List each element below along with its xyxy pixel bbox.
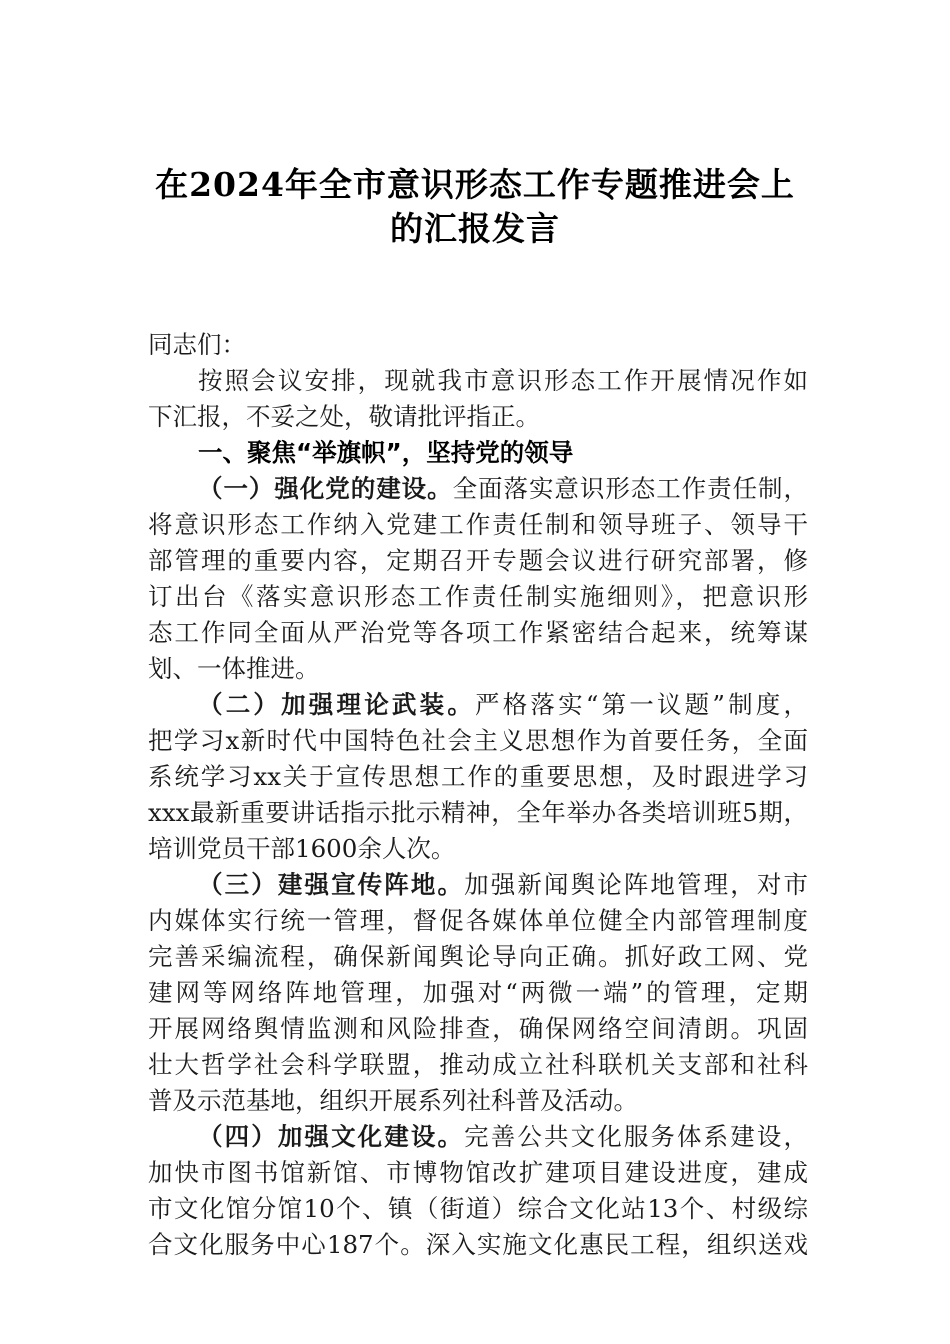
- paragraph-line: 完善采编流程，确保新闻舆论导向正确。抓好政工网、党: [148, 942, 808, 971]
- item-lead: （三）建强宣传阵地。: [198, 870, 465, 899]
- document-title-line-2: 的汇报发言: [390, 209, 560, 248]
- item-lead: （二）加强理论武装。: [198, 690, 476, 719]
- paragraph-line: [198, 689, 808, 721]
- item-text: 全面落实意识形态工作责任制，: [452, 474, 809, 503]
- item-text: 完善公共文化服务体系建设，: [464, 1122, 809, 1151]
- paragraph-line: 培训党员干部1600余人次。: [148, 834, 456, 863]
- document-title-line-1: 在2024年全市意识形态工作专题推进会上: [155, 165, 795, 204]
- paragraph-line: [198, 473, 808, 505]
- paragraph-line: 壮大哲学社会科学联盟，推动成立社科联机关支部和社科: [148, 1050, 808, 1079]
- item-text: 严格落实“第一议题”制度，: [475, 690, 809, 719]
- paragraph-line: [198, 1121, 808, 1153]
- paragraph-line: 内媒体实行统一管理，督促各媒体单位健全内部管理制度: [148, 906, 808, 935]
- paragraph-line: 把学习x新时代中国特色社会主义思想作为首要任务，全面: [148, 726, 808, 755]
- intro-line: 按照会议安排，现就我市意识形态工作开展情况作如: [198, 366, 808, 395]
- paragraph-line: 订出台《落实意识形态工作责任制实施细则》，把意识形: [148, 582, 808, 611]
- paragraph-line: 加快市图书馆新馆、市博物馆改扩建项目建设进度，建成: [148, 1158, 808, 1187]
- item-lead: （一）强化党的建设。: [198, 474, 453, 503]
- paragraph-line: 将意识形态工作纳入党建工作责任制和领导班子、领导干: [148, 510, 808, 539]
- intro-line: 下汇报，不妥之处，敬请批评指正。: [148, 402, 540, 431]
- paragraph-line: 建网等网络阵地管理，加强对“两微一端”的管理，定期: [148, 978, 808, 1007]
- paragraph-line: 市文化馆分馆10个、镇（街道）综合文化站13个、村级综: [148, 1194, 808, 1223]
- paragraph-line: 普及示范基地，组织开展系列社科普及活动。: [148, 1086, 638, 1115]
- paragraph-line: 划、一体推进。: [148, 654, 320, 683]
- paragraph-line: 系统学习xx关于宣传思想工作的重要思想，及时跟进学习: [148, 762, 808, 791]
- paragraph-line: 开展网络舆情监测和风险排查，确保网络空间清朗。巩固: [148, 1014, 808, 1043]
- salutation: 同志们：: [148, 330, 246, 359]
- paragraph-line: 部管理的重要内容，定期召开专题会议进行研究部署，修: [148, 546, 808, 575]
- item-text: 加强新闻舆论阵地管理，对市: [464, 870, 809, 899]
- paragraph-line: 合文化服务中心187个。深入实施文化惠民工程，组织送戏: [148, 1230, 808, 1259]
- paragraph-line: 态工作同全面从严治党等各项工作紧密结合起来，统筹谋: [148, 618, 808, 647]
- section-heading: 一、聚焦“举旗帜”，坚持党的领导: [198, 438, 574, 467]
- paragraph-line: [198, 869, 808, 901]
- paragraph-line: xxx最新重要讲话指示批示精神，全年举办各类培训班5期，: [148, 798, 808, 827]
- item-lead: （四）加强文化建设。: [198, 1122, 465, 1151]
